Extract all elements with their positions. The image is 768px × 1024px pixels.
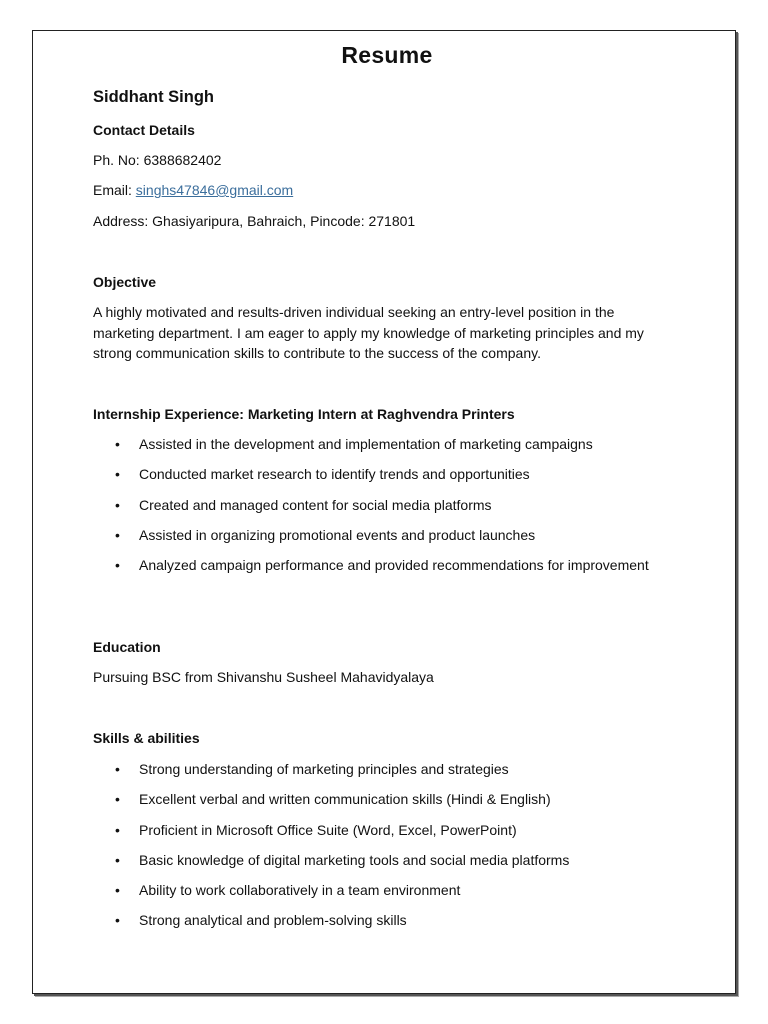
list-item (93, 880, 659, 901)
objective-text: A highly motivated and results-driven individual seeking an entry-level position in the marketing department. I am eager to apply my knowledge of marketing principles and my strong communication skills to contribute to the success of the company. (93, 304, 644, 361)
list-item-text: Strong understanding of marketing principles and strategies (139, 761, 509, 777)
email-label: Email: (93, 182, 132, 198)
document-title: Resume (341, 42, 433, 68)
list-item (93, 525, 659, 546)
list-item-text: Analyzed campaign performance and provided recommendations for improvement (139, 557, 649, 574)
address-label: Address: (93, 213, 149, 229)
phone-label: Ph. No: (93, 152, 140, 168)
list-item-text: Created and managed content for social media platforms (139, 496, 492, 513)
internship-heading: Internship Experience: Marketing Intern at Raghvendra Printers (93, 406, 515, 422)
list-item-text: Strong analytical and problem-solving skills (139, 912, 407, 929)
list-item (93, 789, 659, 810)
bullet-icon: • (115, 496, 120, 513)
bullet-icon: • (115, 557, 120, 574)
education-heading: Education (93, 639, 161, 655)
list-item-text: Ability to work collaboratively in a team environment (139, 882, 461, 899)
internship-list (93, 434, 659, 585)
list-item (93, 759, 659, 780)
bullet-icon: • (115, 882, 120, 899)
list-item (93, 495, 659, 516)
bullet-icon: • (115, 851, 120, 868)
list-item (93, 555, 659, 576)
list-item-text: Conducted market research to identify trends and opportunities (139, 466, 530, 483)
phone-value: 6388682402 (143, 152, 222, 168)
bullet-icon: • (115, 526, 120, 543)
bullet-icon: • (115, 791, 120, 808)
phone-line (93, 150, 221, 171)
education-text: Pursuing BSC from Shivanshu Susheel Mahavidyalaya (93, 669, 434, 685)
skills-heading: Skills & abilities (93, 730, 200, 746)
list-item (93, 910, 659, 931)
bullet-icon: • (115, 821, 120, 838)
list-item (93, 434, 659, 455)
list-item-text: Proficient in Microsoft Office Suite (Word, Excel, PowerPoint) (139, 821, 517, 838)
email-line (93, 180, 293, 201)
list-item-text: Excellent verbal and written communication skills (Hindi & English) (139, 791, 551, 808)
contact-heading: Contact Details (93, 122, 195, 138)
list-item-text: Assisted in organizing promotional events and product launches (139, 526, 536, 543)
bullet-icon: • (115, 466, 120, 483)
list-item (93, 820, 659, 841)
list-item (93, 464, 659, 485)
objective-heading: Objective (93, 274, 157, 290)
bullet-icon: • (115, 912, 120, 929)
email-link[interactable]: singhs47846@gmail.com (135, 182, 294, 198)
list-item-text: Basic knowledge of digital marketing tools and social media platforms (139, 851, 570, 868)
address-value: Ghasiyaripura, Bahraich, Pincode: 271801 (152, 213, 416, 229)
address-line (93, 211, 415, 232)
bullet-icon: • (115, 436, 120, 452)
skills-list (93, 759, 659, 941)
list-item-text: Assisted in the development and implementation of marketing campaigns (139, 436, 593, 452)
bullet-icon: • (115, 761, 120, 777)
candidate-name: Siddhant Singh (93, 88, 214, 106)
list-item (93, 850, 659, 871)
